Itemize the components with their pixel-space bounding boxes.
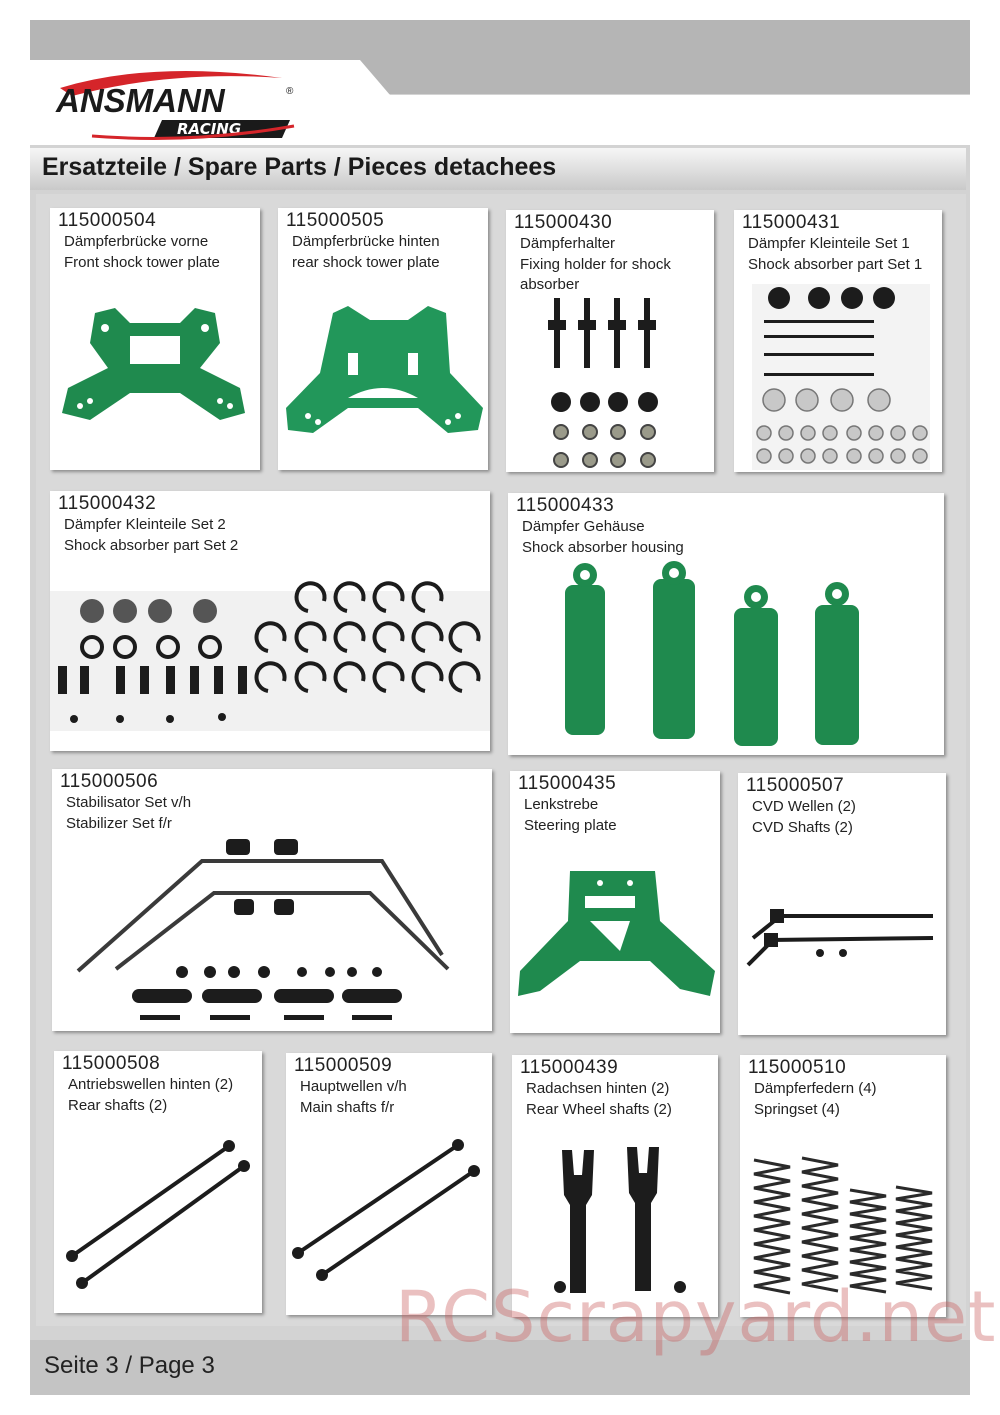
part-card-115000431: [734, 210, 942, 472]
part-name-de: Hauptwellen v/h: [300, 1078, 407, 1095]
part-name-en: Rear shafts (2): [68, 1097, 168, 1114]
rear-shafts-image: [54, 1051, 262, 1313]
part-number: 115000431: [742, 212, 841, 233]
cvd-shafts-image: [738, 773, 946, 1035]
part-name-de: Dämpferfedern (4): [754, 1080, 877, 1097]
brand-name: ANSMANN: [56, 82, 225, 119]
shock-parts-set1-image: [734, 210, 942, 472]
part-name-en: Shock absorber part Set 2: [64, 537, 239, 554]
part-number: 115000439: [520, 1057, 619, 1078]
part-number: 115000509: [294, 1055, 393, 1076]
brand-sub: RACING: [177, 120, 242, 138]
steering-plate-image: [510, 771, 720, 1033]
watermark: RCScrapyard.net: [395, 1276, 997, 1358]
part-name-de: Lenkstrebe: [524, 796, 599, 813]
part-number: 115000510: [748, 1057, 847, 1078]
part-name-en: Main shafts f/r: [300, 1099, 395, 1116]
part-name-de: CVD Wellen (2): [752, 798, 856, 815]
part-name-de: Dämpfer Kleinteile Set 2: [64, 516, 226, 533]
part-card-115000504: [50, 208, 260, 470]
part-card-115000433: [508, 493, 944, 755]
rear-shock-tower-image: [278, 208, 488, 470]
shock-parts-set2-image: [50, 491, 490, 751]
part-number: 115000505: [286, 210, 385, 231]
part-number: 115000433: [516, 495, 615, 516]
registered-mark: ®: [286, 86, 294, 97]
part-number: 115000508: [62, 1053, 161, 1074]
part-number: 115000435: [518, 773, 617, 794]
part-name-en: Springset (4): [754, 1101, 840, 1118]
part-number: 115000432: [58, 493, 157, 514]
part-card-115000508: [54, 1051, 262, 1313]
part-card-115000505: [278, 208, 488, 470]
part-name-en: Steering plate: [524, 817, 617, 834]
part-name-de: Antriebswellen hinten (2): [68, 1076, 234, 1093]
part-number: 115000506: [60, 771, 159, 792]
part-card-115000435: [510, 771, 720, 1033]
part-name-de: Radachsen hinten (2): [526, 1080, 670, 1097]
part-name-de: Dämpfer Kleinteile Set 1: [748, 235, 910, 252]
part-name-en: Front shock tower plate: [64, 254, 220, 271]
part-name-en: Stabilizer Set f/r: [66, 815, 172, 832]
part-card-115000506: [52, 769, 492, 1031]
part-card-115000432: [50, 491, 490, 751]
page-title: Ersatzteile / Spare Parts / Pieces detachees: [42, 153, 557, 181]
part-name-de: Stabilisator Set v/h: [66, 794, 192, 811]
part-name-en: Shock absorber housing: [522, 539, 684, 556]
shock-holder-image: [506, 210, 714, 472]
part-name-en: Fixing holder for shock: [520, 256, 671, 273]
part-number: 115000507: [746, 775, 845, 796]
brand-logo: [52, 66, 302, 144]
part-name-de: Dämpferhalter: [520, 235, 616, 252]
part-number: 115000504: [58, 210, 157, 231]
front-shock-tower-image: [50, 208, 260, 470]
part-number: 115000430: [514, 212, 613, 233]
shock-housing-image: [508, 493, 944, 755]
part-name-en: rear shock tower plate: [292, 254, 440, 271]
part-name-de: Dämpferbrücke vorne: [64, 233, 209, 250]
part-card-115000430: [506, 210, 714, 472]
page-number: Seite 3 / Page 3: [44, 1352, 215, 1379]
part-name-en-line2: absorber: [520, 276, 580, 293]
part-name-en: Rear Wheel shafts (2): [526, 1101, 672, 1118]
part-card-115000507: [738, 773, 946, 1035]
part-name-en: CVD Shafts (2): [752, 819, 853, 836]
part-name-de: Dämpfer Gehäuse: [522, 518, 645, 535]
part-name-de: Dämpferbrücke hinten: [292, 233, 440, 250]
part-name-en: Shock absorber part Set 1: [748, 256, 923, 273]
stabilizer-set-image: [52, 769, 492, 1031]
